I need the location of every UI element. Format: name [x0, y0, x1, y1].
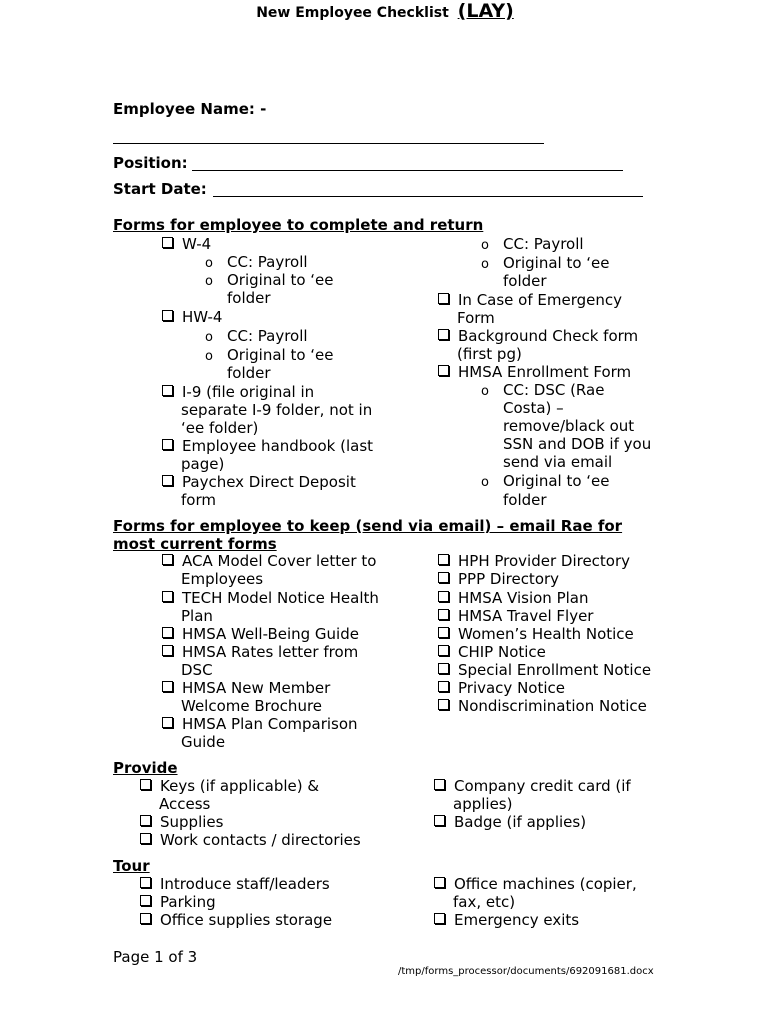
list-item-text: remove/black out	[503, 417, 635, 435]
list-item-continuation	[503, 417, 634, 435]
list-item-continuation	[503, 435, 651, 453]
list-item	[162, 552, 376, 570]
list-item-text: Original to ‘ee	[227, 271, 334, 289]
list-item	[434, 777, 631, 795]
list-item	[481, 254, 610, 274]
list-item-text: CC: Payroll	[503, 235, 584, 253]
checkbox-icon[interactable]	[140, 895, 151, 906]
list-item	[481, 472, 610, 492]
checkbox-icon[interactable]	[162, 627, 173, 638]
list-item	[438, 570, 559, 588]
list-item-text: HMSA Rates letter from	[182, 643, 359, 661]
list-item-text: Background Check form	[458, 327, 639, 345]
title-tag: (LAY)	[457, 0, 514, 22]
sub-bullet-icon: o	[481, 384, 489, 399]
list-item	[438, 291, 622, 309]
list-item-continuation	[453, 893, 515, 911]
list-item-text: Form	[457, 309, 495, 327]
list-item-text: CHIP Notice	[458, 643, 546, 661]
position-line[interactable]	[192, 170, 623, 171]
checkbox-icon[interactable]	[140, 815, 151, 826]
list-item-text: Costa) –	[503, 399, 564, 417]
list-item	[140, 813, 223, 831]
list-item-continuation	[227, 289, 271, 307]
sub-bullet-icon: o	[481, 475, 489, 490]
checkbox-icon[interactable]	[434, 779, 445, 790]
list-item-text: Employees	[181, 570, 264, 588]
list-item	[438, 327, 638, 345]
list-item	[205, 271, 334, 291]
list-item-text: HMSA Plan Comparison	[182, 715, 358, 733]
list-item-text: Nondiscrimination Notice	[458, 697, 647, 715]
position-label: Position:	[113, 154, 188, 172]
list-item-text: HMSA Travel Flyer	[458, 607, 594, 625]
list-item-text: HMSA New Member	[182, 679, 331, 697]
list-item	[162, 589, 379, 607]
list-item	[438, 589, 589, 607]
section-heading-tour: Tour	[113, 857, 150, 875]
list-item-text: W-4	[182, 235, 212, 253]
checkbox-icon[interactable]	[438, 293, 449, 304]
list-item	[438, 552, 630, 570]
list-item-continuation	[181, 733, 225, 751]
list-item-text: Original to ‘ee	[503, 472, 610, 490]
checkbox-icon[interactable]	[438, 627, 449, 638]
list-item-text: HW-4	[182, 308, 223, 326]
list-item	[481, 381, 604, 401]
checkbox-icon[interactable]	[438, 663, 449, 674]
list-item-text: Emergency exits	[454, 911, 580, 929]
list-item	[140, 777, 319, 795]
list-item	[140, 875, 330, 893]
sub-bullet-icon: o	[205, 349, 213, 364]
section-heading-provide: Provide	[113, 759, 178, 777]
list-item-continuation	[181, 401, 372, 419]
list-item	[438, 661, 651, 679]
list-item	[205, 253, 308, 273]
employee-name-label: Employee Name: -	[113, 100, 267, 118]
list-item-text: folder	[227, 364, 271, 382]
list-item-text: DSC	[181, 661, 213, 679]
sub-bullet-icon: o	[481, 257, 489, 272]
sub-bullet-icon: o	[205, 330, 213, 345]
list-item-text: Special Enrollment Notice	[458, 661, 652, 679]
list-item	[162, 308, 222, 326]
list-item	[140, 893, 216, 911]
list-item	[162, 715, 358, 733]
list-item-text: fax, etc)	[453, 893, 516, 911]
list-item-text: Company credit card (if	[454, 777, 631, 795]
list-item-text: Guide	[181, 733, 226, 751]
checkbox-icon[interactable]	[434, 877, 445, 888]
checkbox-icon[interactable]	[162, 310, 173, 321]
title-text: New Employee Checklist	[256, 5, 449, 21]
list-item-text: folder	[503, 491, 547, 509]
list-item-text: folder	[227, 289, 271, 307]
list-item-text: Access	[159, 795, 211, 813]
list-item-continuation	[503, 491, 547, 509]
checkbox-icon[interactable]	[140, 877, 151, 888]
list-item-text: CC: Payroll	[227, 253, 308, 271]
list-item-text: TECH Model Notice Health	[182, 589, 379, 607]
list-item-text: send via email	[503, 453, 613, 471]
list-item	[438, 679, 565, 697]
list-item	[140, 831, 361, 849]
checkbox-icon[interactable]	[162, 681, 173, 692]
list-item-continuation	[181, 455, 224, 473]
start-date-line[interactable]	[213, 196, 643, 197]
list-item-text: Original to ‘ee	[503, 254, 610, 272]
list-item	[205, 346, 334, 366]
checkbox-icon[interactable]	[140, 833, 151, 844]
list-item	[438, 697, 647, 715]
checkbox-icon[interactable]	[162, 554, 173, 565]
list-item	[162, 679, 330, 697]
checkbox-icon[interactable]	[162, 645, 173, 656]
list-item	[434, 875, 637, 893]
section-heading-complete-return: Forms for employee to complete and return	[113, 216, 484, 234]
checkbox-icon[interactable]	[438, 554, 449, 565]
document-title	[0, 0, 770, 22]
section-heading-keep-line2: most current forms	[113, 535, 277, 553]
list-item-continuation	[503, 399, 564, 417]
list-item-continuation	[181, 661, 213, 679]
list-item	[438, 625, 634, 643]
list-item-text: CC: Payroll	[227, 327, 308, 345]
checkbox-icon[interactable]	[140, 779, 151, 790]
list-item	[162, 473, 356, 491]
list-item-continuation	[181, 491, 216, 509]
checkbox-icon[interactable]	[162, 591, 173, 602]
sub-bullet-icon: o	[205, 256, 213, 271]
list-item-continuation	[457, 309, 495, 327]
page-number: Page 1 of 3	[113, 948, 198, 966]
list-item-continuation	[181, 419, 258, 437]
list-item-text: Welcome Brochure	[181, 697, 323, 715]
checkbox-icon[interactable]	[438, 645, 449, 656]
list-item-text: Original to ‘ee	[227, 346, 334, 364]
list-item-text: form	[181, 491, 216, 509]
list-item	[434, 911, 579, 929]
list-item-continuation	[503, 453, 612, 471]
list-item	[438, 363, 631, 381]
sub-bullet-icon: o	[481, 238, 489, 253]
list-item-text: Office machines (copier,	[454, 875, 637, 893]
file-path: /tmp/forms_processor/documents/692091681.docx	[398, 966, 654, 977]
list-item-text: Women’s Health Notice	[458, 625, 634, 643]
list-item-text: Introduce staff/leaders	[160, 875, 330, 893]
checkbox-icon[interactable]	[434, 913, 445, 924]
list-item-text: page)	[181, 455, 225, 473]
list-item-continuation	[181, 697, 322, 715]
checkbox-icon[interactable]	[438, 591, 449, 602]
list-item-continuation	[181, 607, 213, 625]
list-item-text: PPP Directory	[458, 570, 560, 588]
list-item	[162, 235, 211, 253]
list-item-continuation	[457, 345, 522, 363]
list-item-text: Employee handbook (last	[182, 437, 374, 455]
list-item-text: SSN and DOB if you	[503, 435, 652, 453]
list-item	[205, 327, 308, 347]
checkbox-icon[interactable]	[162, 439, 173, 450]
list-item	[481, 235, 584, 255]
list-item-text: folder	[503, 272, 547, 290]
list-item-text: Supplies	[160, 813, 224, 831]
list-item-text: Work contacts / directories	[160, 831, 361, 849]
sub-bullet-icon: o	[205, 274, 213, 289]
list-item-text: ACA Model Cover letter to	[182, 552, 377, 570]
list-item	[162, 383, 314, 401]
checkbox-icon[interactable]	[438, 681, 449, 692]
checkbox-icon[interactable]	[162, 717, 173, 728]
list-item	[162, 625, 359, 643]
checkbox-icon[interactable]	[162, 237, 173, 248]
list-item-text: applies)	[453, 795, 513, 813]
list-item-text: Paychex Direct Deposit	[182, 473, 356, 491]
checkbox-icon[interactable]	[438, 609, 449, 620]
checkbox-icon[interactable]	[140, 913, 151, 924]
list-item	[438, 607, 593, 625]
list-item-text: separate I-9 folder, not in	[181, 401, 373, 419]
list-item	[162, 643, 358, 661]
checkbox-icon[interactable]	[438, 699, 449, 710]
list-item-text: HMSA Enrollment Form	[458, 363, 632, 381]
list-item-text: ‘ee folder)	[181, 419, 259, 437]
list-item	[434, 813, 586, 831]
list-item-text: Privacy Notice	[458, 679, 565, 697]
list-item-text: HMSA Vision Plan	[458, 589, 589, 607]
section-heading-keep-line1: Forms for employee to keep (send via email) – email Rae for	[113, 517, 623, 535]
list-item-text: Office supplies storage	[160, 911, 333, 929]
list-item-text: Plan	[181, 607, 213, 625]
checkbox-icon[interactable]	[438, 329, 449, 340]
list-item-text: (first pg)	[457, 345, 522, 363]
list-item	[438, 643, 546, 661]
list-item-text: CC: DSC (Rae	[503, 381, 605, 399]
checkbox-icon[interactable]	[162, 385, 173, 396]
checkbox-icon[interactable]	[438, 365, 449, 376]
list-item-continuation	[503, 272, 547, 290]
list-item-text: In Case of Emergency	[458, 291, 623, 309]
list-item-continuation	[227, 364, 271, 382]
start-date-label: Start Date:	[113, 180, 207, 198]
list-item-text: I-9 (file original in	[182, 383, 315, 401]
list-item-continuation	[159, 795, 210, 813]
list-item-text: HMSA Well-Being Guide	[182, 625, 359, 643]
list-item-text: Badge (if applies)	[454, 813, 587, 831]
checkbox-icon[interactable]	[162, 475, 173, 486]
list-item	[140, 911, 332, 929]
list-item-continuation	[181, 570, 263, 588]
list-item-continuation	[453, 795, 512, 813]
checkbox-icon[interactable]	[434, 815, 445, 826]
list-item-text: Parking	[160, 893, 216, 911]
list-item-text: Keys (if applicable) &	[160, 777, 320, 795]
checkbox-icon[interactable]	[438, 572, 449, 583]
list-item	[162, 437, 373, 455]
list-item-text: HPH Provider Directory	[458, 552, 631, 570]
employee-name-line[interactable]	[113, 143, 544, 144]
